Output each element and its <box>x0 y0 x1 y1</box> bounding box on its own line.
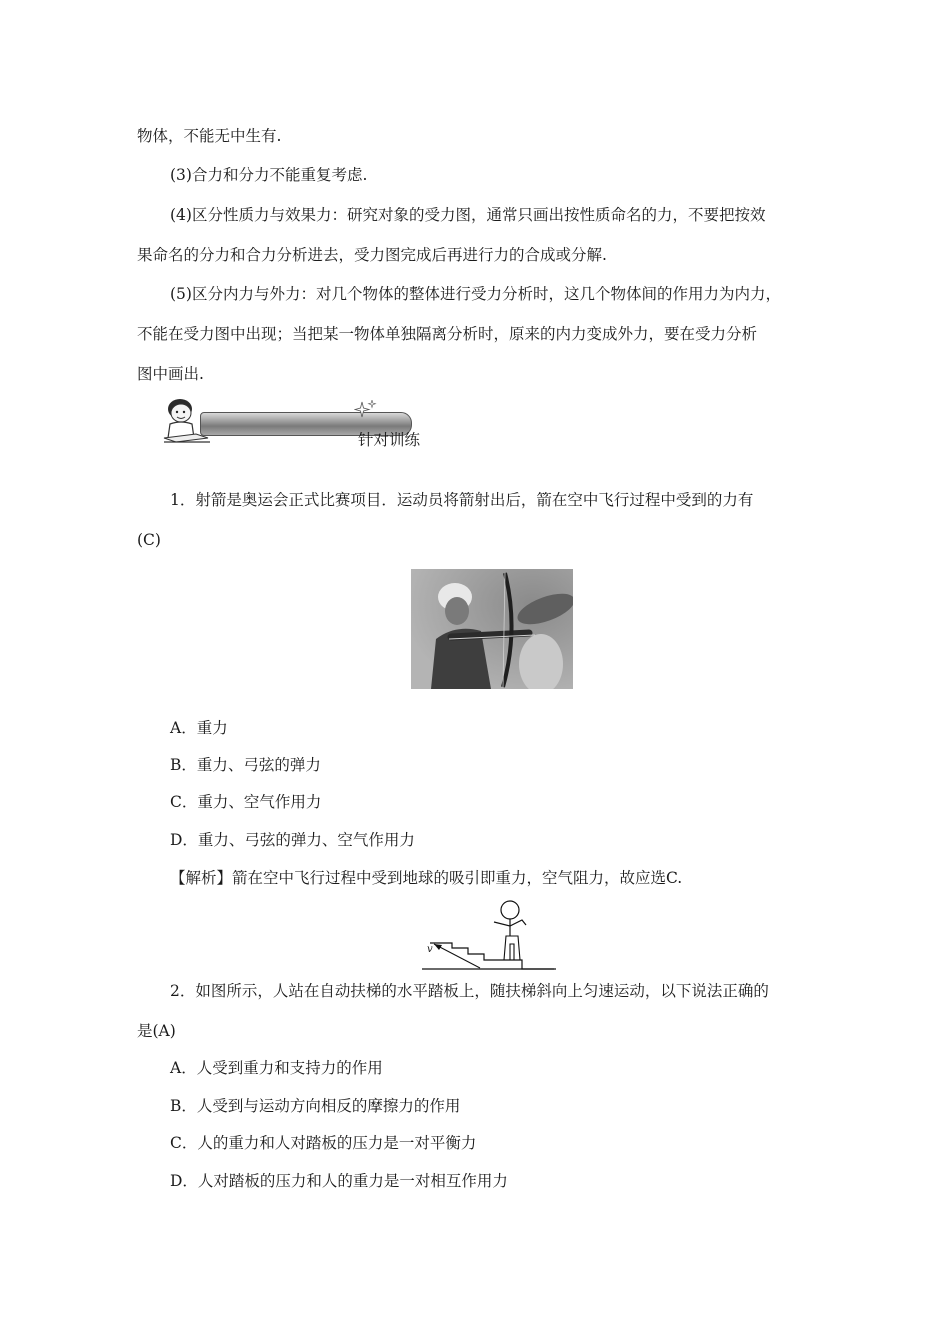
paragraph-text: 不能在受力图中出现；当把某一物体单独隔离分析时，原来的内力变成外力，要在受力分析 <box>137 325 758 343</box>
question-answer: (C) <box>137 531 161 549</box>
option-b: B．人受到与运动方向相反的摩擦力的作用 <box>170 1097 461 1115</box>
option-b: B．重力、弓弦的弹力 <box>170 756 321 774</box>
option-d: D．重力、弓弦的弹力、空气作用力 <box>170 831 415 849</box>
paragraph-text: (5)区分内力与外力：对几个物体的整体进行受力分析时，这几个物体间的作用力为内力， <box>170 285 781 303</box>
question-stem: 1．射箭是奥运会正式比赛项目．运动员将箭射出后，箭在空中飞行过程中受到的力有 <box>170 491 754 509</box>
option-a: A．重力 <box>170 719 228 737</box>
question-answer: 是(A) <box>137 1022 176 1040</box>
option-d: D．人对踏板的压力和人的重力是一对相互作用力 <box>170 1172 508 1190</box>
paragraph-text: 物体，不能无中生有. <box>137 127 282 145</box>
paragraph-text: 图中画出. <box>137 365 204 383</box>
escalator-figure <box>422 898 557 974</box>
paragraph-text: 果命名的分力和合力分析进去，受力图完成后再进行力的合成或分解. <box>137 246 607 264</box>
paragraph-text: (3)合力和分力不能重复考虑. <box>170 166 368 184</box>
option-a: A．人受到重力和支持力的作用 <box>170 1059 383 1077</box>
option-c: C．重力、空气作用力 <box>170 793 322 811</box>
section-banner <box>160 394 450 454</box>
option-c: C．人的重力和人对踏板的压力是一对平衡力 <box>170 1134 477 1152</box>
paragraph-text: (4)区分性质力与效果力：研究对象的受力图，通常只画出按性质命名的力，不要把按效 <box>170 206 766 224</box>
velocity-label: v <box>427 944 433 955</box>
archer-photo <box>411 569 573 689</box>
sparkle-icon <box>354 400 378 422</box>
question-stem: 2．如图所示，人站在自动扶梯的水平踏板上，随扶梯斜向上匀速运动，以下说法正确的 <box>170 982 769 1000</box>
section-title: 针对训练 <box>358 431 421 449</box>
analysis-text: 【解析】箭在空中飞行过程中受到地球的吸引即重力，空气阻力，故应选C. <box>170 869 683 887</box>
